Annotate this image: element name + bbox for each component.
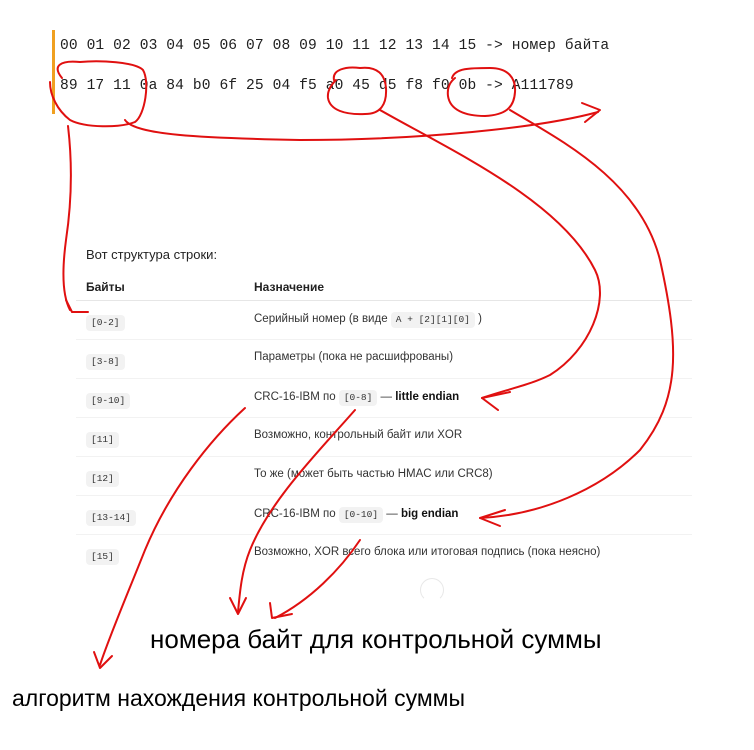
caption-checksum-bytes: номера байт для контрольной суммы: [150, 624, 602, 654]
bytes-range-code: [3-8]: [86, 354, 125, 370]
arrow-serial-to-row0: [63, 126, 70, 310]
purpose-code: [0-8]: [339, 390, 378, 406]
bytes-range-code: [11]: [86, 432, 119, 448]
arrow-crc-le: [380, 110, 600, 398]
bytes-range-code: [13-14]: [86, 510, 136, 526]
bytes-range-code: [15]: [86, 549, 119, 565]
structure-intro: Вот структура строки:: [86, 247, 218, 262]
purpose-code: [0-10]: [339, 507, 383, 523]
purpose-text: Параметры (пока не расшифрованы): [254, 351, 454, 363]
purpose-text: CRC-16-IBM по: [254, 391, 339, 403]
arrowhead-le: [482, 392, 510, 410]
endianness-label: big endian: [400, 508, 459, 520]
purpose-text-suffix: —: [377, 391, 396, 403]
caption-checksum-algorithm: алгоритм нахождения контрольной суммы: [12, 685, 465, 711]
purpose-text-suffix: —: [383, 508, 401, 520]
purpose-code: A + [2][1][0]: [391, 312, 475, 328]
arrow-range-0-8: [238, 410, 355, 612]
endianness-label: little endian: [395, 391, 460, 403]
purpose-text: Возможно, XOR всего блока или итоговая подпись (пока неясно): [254, 546, 601, 558]
circle-bytes-9-10: [328, 68, 386, 115]
arrow-range-0-10: [275, 540, 360, 618]
circle-bytes-13-14: [448, 68, 515, 116]
purpose-text-suffix: ): [474, 313, 482, 325]
arrow-crc-be: [480, 110, 673, 518]
arrow-serial-to-result: [125, 112, 598, 140]
bytes-range-code: [9-10]: [86, 393, 130, 409]
bytes-range-code: [12]: [86, 471, 119, 487]
hex-bytes-line: 89 17 11 0a 84 b0 6f 25 04 f5 a0 45 d5 f8 f0 0b -> A111789: [60, 78, 574, 94]
purpose-text: Возможно, контрольный байт или XOR: [254, 429, 463, 441]
purpose-text: Серийный номер (в виде: [254, 313, 391, 325]
header-purpose: Назначение: [254, 280, 325, 294]
byte-index-line: 00 01 02 03 04 05 06 07 08 09 10 11 12 13 14 15 -> номер байта: [60, 38, 610, 54]
arrowhead-serial-result: [582, 103, 600, 122]
purpose-text: То же (может быть частью HMAC или CRC8): [254, 468, 493, 480]
header-bytes: Байты: [86, 280, 125, 294]
bytes-range-code: [0-2]: [86, 315, 125, 331]
circle-bytes-0-2: [50, 61, 146, 126]
purpose-text: CRC-16-IBM по: [254, 508, 339, 520]
